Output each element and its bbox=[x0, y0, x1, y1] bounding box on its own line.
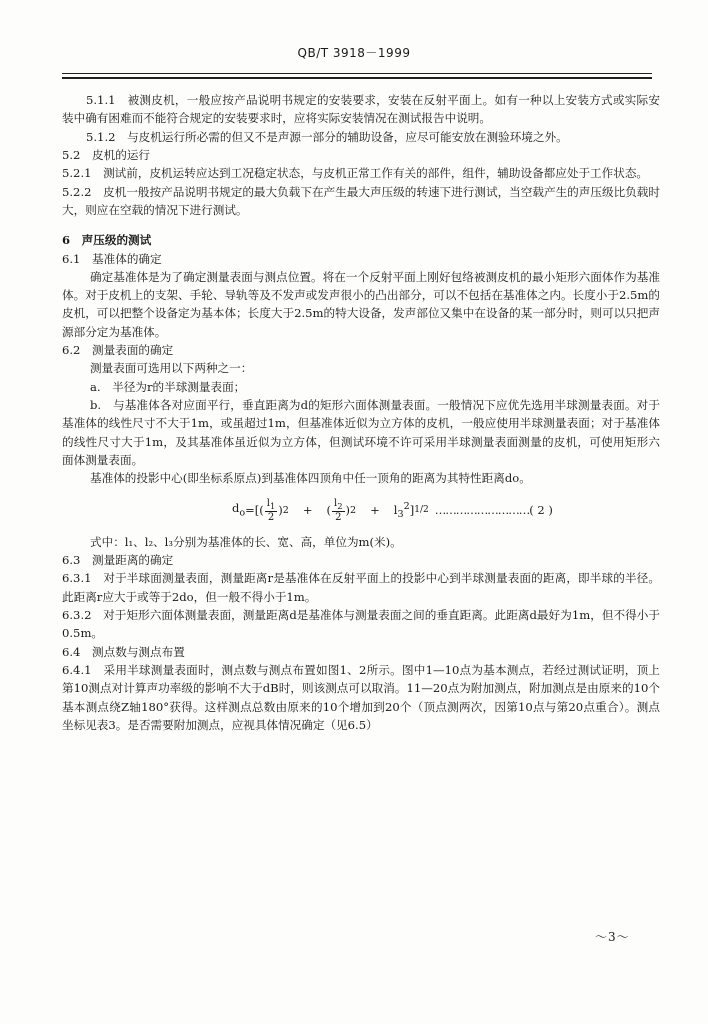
formula-term-2: $l_2$ 2 bbox=[334, 497, 343, 523]
clause-5-2-heading: 5.2 皮机的运行 bbox=[62, 147, 151, 162]
clause-5-2-1: 5.2.1 测试前，皮机运转应达到工况稳定状态，与皮机正常工作有关的部件，组件，辅助设备都应处于工作状态。 bbox=[62, 166, 649, 181]
page-number: ～3～ bbox=[595, 930, 630, 944]
clause-6-1-heading: 6.1 基准体的确定 bbox=[62, 251, 162, 266]
option-b: b. 与基准体各对应面平行，垂直距离为d的矩形六面体测量表面。一般情况下应优先选用半球测量表面。对于基准体的线性尺寸不大于1m，或虽超过1m，但基准体近似为立方体的皮机，一般应使用半球测量表面；对于基准体的线性尺寸大于1m，及其基准体虽近似为立方体，但测试环境不许可采用半球测量表面测量的皮机，可使用矩形六面体测量表面。 bbox=[62, 398, 660, 467]
formula-number: ( 2 ) bbox=[529, 503, 553, 518]
clause-6-4-1: 6.4.1 采用半球测量表面时，测点数与测点布置如图1、2所示。图中1—10点为基本测点，若经过测试证明，顶上第10测点对计算声功率级的影响不大于dB时，则该测点可以取消。11—20点为附加测点，附加测点是由原来的10个基本测点绕Z轴180°获得。这样测点总数由原来的10个增加到20个（顶点测两次，因第10点与第20点重合）。测点坐标见表3。是否需要附加测点，应视具体情况确定（见6.5） bbox=[62, 662, 660, 732]
clause-6-2-intro: 测量表面可选用以下两种之一： bbox=[90, 361, 253, 376]
header-rule-thin bbox=[62, 73, 652, 74]
clause-6-3-1: 6.3.1 对于半球面测量表面，测量距离r是基准体在反射平面上的投影中心到半球测量表面的距离，即半球的半径。此距离r应大于或等于2do，但一般不得小于1m。 bbox=[62, 571, 660, 604]
section-gap bbox=[62, 219, 660, 231]
formula-where-text: 式中：l₁、l₂、l₃分别为基准体的长、宽、高，单位为m(米)。 bbox=[90, 534, 402, 549]
clause-6-3-2: 6.3.2 对于矩形六面体测量表面，测量距离d是基准体与测量表面之间的垂直距离。此距离d最好为1m，但不得小于0.5m。 bbox=[62, 607, 660, 641]
characteristic-distance-text: 基准体的投影中心(即坐标系原点)到基准体四顶角中任一顶角的距离为其特性距离do。 bbox=[90, 471, 531, 486]
clause-5-1-1: 5.1.1 被测皮机，一般应按产品说明书规定的安装要求，安装在反射平面上。如有一种以上安装方式或实际安装中确有困难而不能符合规定的安装要求时，应将实际安装情况在测试报告中说明。 bbox=[62, 93, 660, 126]
formula-leader-dots: ……………………… bbox=[434, 503, 530, 518]
standard-code-header: QB/T 3918－1999 bbox=[297, 46, 411, 60]
clause-5-2-2: 5.2.2 皮机一般按产品说明书规定的最大负载下在产生最大声压级的转速下进行测试，当空载产生的声压级比负载时大，则应在空载的情况下进行测试。 bbox=[62, 184, 660, 217]
clause-6-3-heading: 6.3 测量距离的确定 bbox=[62, 553, 174, 568]
option-a: a. 半径为r的半球测量表面； bbox=[90, 379, 246, 394]
formula-term-1: $l_1$ 2 bbox=[266, 497, 276, 523]
formula-2: $d_o$ =[( $l_1$ 2 ) 2 + ( $l_2$ 2 ) 2 + $l_3^2$ ] 1/2 ……………………… ( 2 ) bbox=[232, 497, 553, 523]
formula-lhs: $d_o$ bbox=[232, 501, 246, 519]
section-6-heading: 6 声压级的测试 bbox=[62, 233, 152, 248]
formula-exponent: 1/2 bbox=[414, 505, 429, 516]
clause-6-2-heading: 6.2 测量表面的确定 bbox=[62, 343, 174, 358]
formula-term-3: $l_3^2$ bbox=[393, 500, 410, 520]
header-rule-thick bbox=[62, 77, 652, 79]
clause-6-1-text: 确定基准体是为了确定测量表面与测点位置。将在一个反射平面上刚好包络被测皮机的最小矩形六面体作为基准体。对于皮机上的支架、手轮、导轨等及不发声或发声很小的凸出部分，可以不包括在基准体之内。长度小于2.5m的皮机，可以把整个设备定为基本体；长度大于2.5m的特大设备，发声部位又集中在设备的某一部分时，则可以只把声源部分定为基准体。 bbox=[62, 269, 660, 339]
formula-eq: =[( bbox=[245, 503, 264, 518]
clause-5-1-2: 5.1.2 与皮机运行所必需的但又不是声源一部分的辅助设备，应尽可能安放在测验环境之外。 bbox=[86, 129, 568, 144]
document-body bbox=[62, 91, 660, 734]
clause-6-4-heading: 6.4 测点数与测点布置 bbox=[62, 644, 185, 659]
